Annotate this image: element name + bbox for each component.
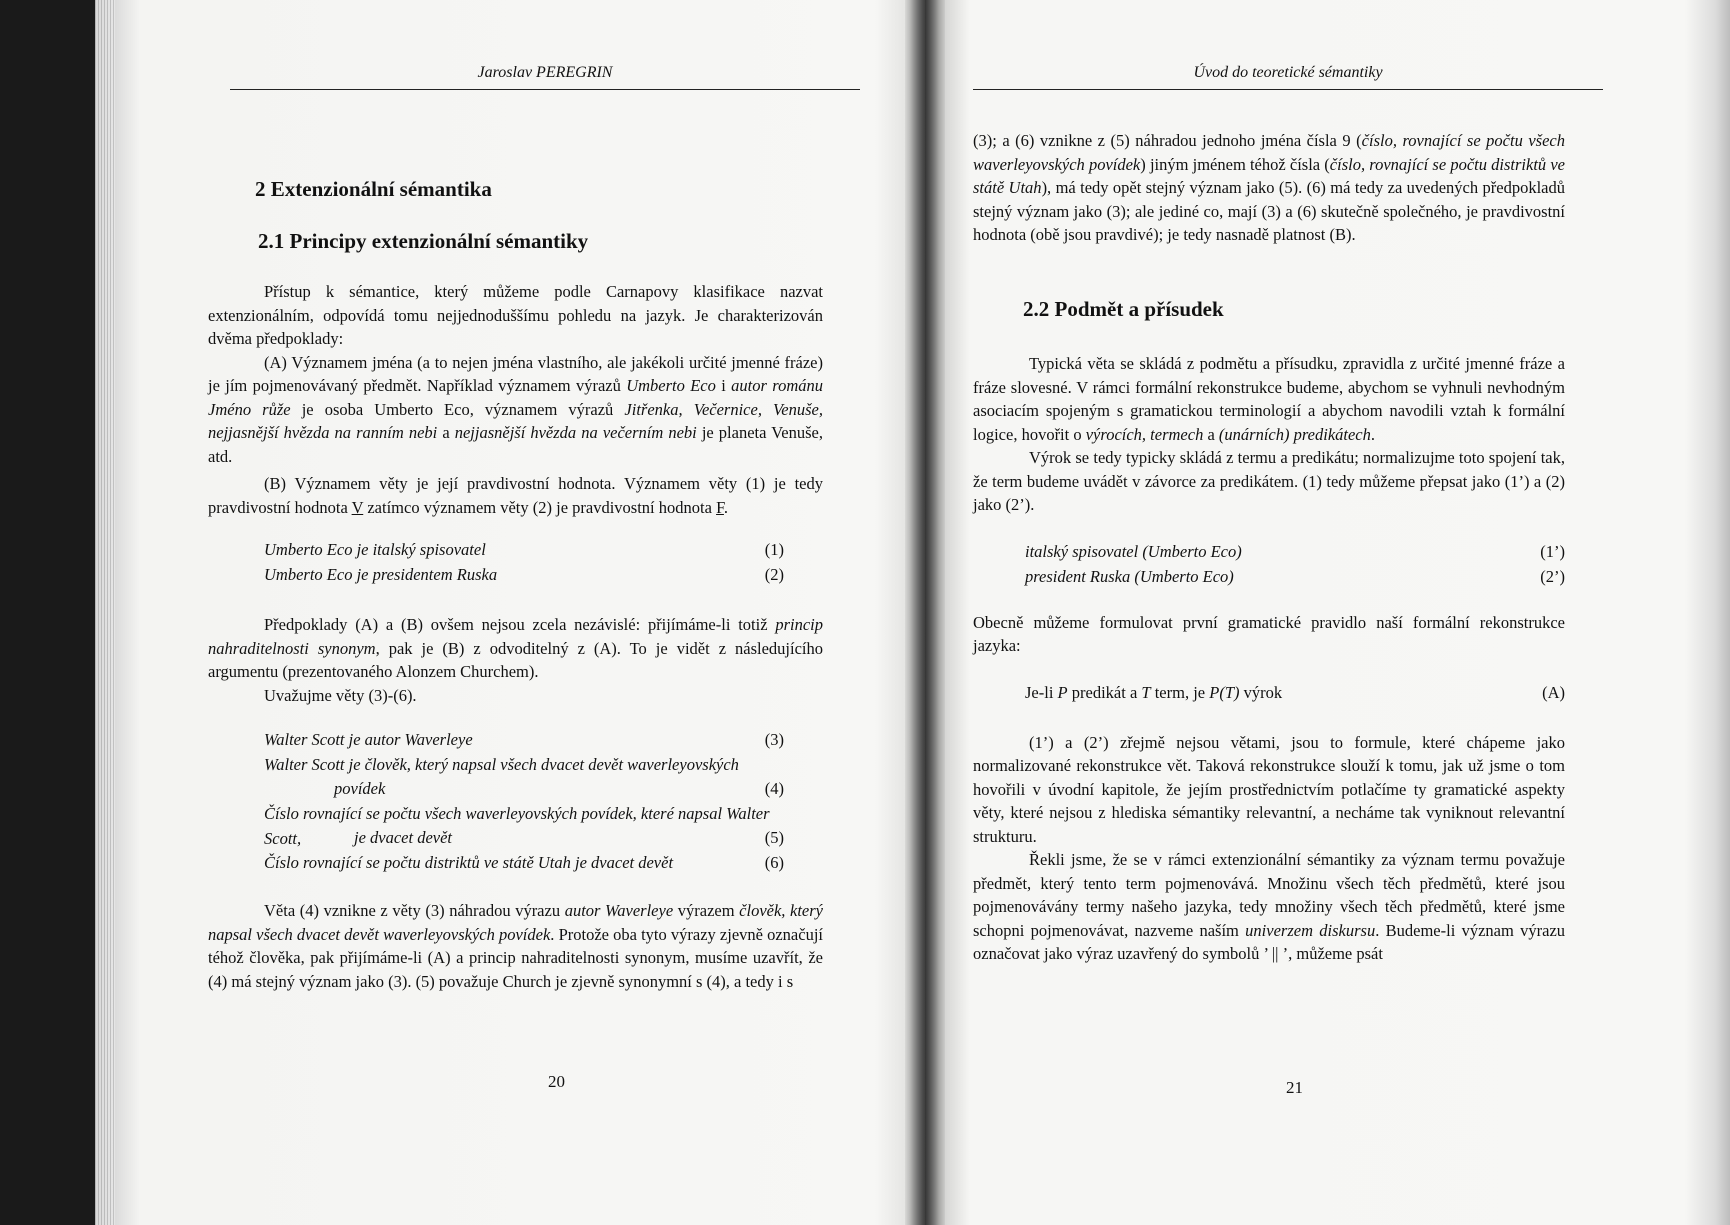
paragraph: (3); a (6) vznikne z (5) náhradou jednoho jména čísla 9 (číslo, rovnající se počtu všech waverleyovských povídek) jiným jménem téhož čísla (číslo, rovnající se počtu distriktů ve státě Utah), má tedy opět stejný význam jako (5). (6) má tedy za uvedených předpokladů stejný význam jako (3); ale jediné co, mají (3) a (6) skutečně společného, je pravdivostní hodnota (obě jsou pravdivé); je tedy nasnadě platnost (B). (973, 131, 1566, 244)
right-page (925, 0, 1730, 1225)
paragraph: Řekli jsme, že se v rámci extenzionální sémantiky za význam termu považuje předmět, který tento term pojmenovává. Množinu všech těch předmětů, které jsou pojmenovávány termy našeho jazyka, tedy množiny všech těch předmětů, které jsme schopni pojmenovávat, nazveme naším univerzem diskursu. Budeme-li význam výrazu označovat jako výraz uzavřený do symbolů ’ || ’, můžeme psát (973, 850, 1566, 963)
paragraph-assumption-a: (A) Významem jména (a to nejen jména vlastního, ale jakékoli určité jmenné fráze) je jím pojmenovávaný předmět. Například významem výrazů Umberto Eco i autor románu Jméno růže je osoba Umberto Eco, významem výrazů Jitřenka, Večernice, Venuše, nejjasnější hvězda na ranním nebi a nejjasnější hvězda na večerním nebi je planeta Venuše, atd. (208, 352, 823, 466)
running-head-left: Jaroslav PEREGRIN (477, 64, 613, 81)
page-number-right: 21 (1286, 1078, 1303, 1097)
example-2-prime: president Ruska (Umberto Eco) (2’) (1025, 566, 1565, 586)
grammar-rule-a: Je-li P predikát a T term, je P(T) výrok (A) (1025, 682, 1565, 702)
page-edges (95, 0, 115, 1225)
subsection-heading-2-2: 2.2 Podmět a přísudek (1023, 297, 1224, 321)
left-page (95, 0, 925, 1225)
example-5-continued: je dvacet devět (5) (354, 828, 784, 847)
paragraph: Uvažujme věty (3)-(6). (264, 685, 417, 705)
section-heading: 2 Extenzionální sémantika (255, 177, 492, 201)
gutter-shadow (905, 0, 945, 1225)
paragraph: Předpoklady (A) a (B) ovšem nejsou zcela nezávislé: přijímáme-li totiž princip nahraditelnosti synonym, pak je (B) z odvoditelný z (A). To je vidět z následujícího argumentu (prezentovaného Alonzem Churchem). (208, 615, 823, 681)
example-1: Umberto Eco je italský spisovatel (1) (264, 540, 784, 559)
paragraph-assumption-b: (B) Významem věty je její pravdivostní hodnota. Významem věty (1) je tedy pravdivostní hodnota V zatímco významem věty (2) je pravdivostní hodnota F. (208, 474, 823, 517)
paragraph: Typická věta se skládá z podmětu a přísudku, zpravidla z určité jmenné fráze a fráze slovesné. V rámci formální rekonstrukce budeme, abychom se vyhnuli nevhodným asociacím spojeným s gramatickou terminologií a abychom navodili vztah k formální logice, hovořit o výrocích, termech a (unárních) predikátech. (973, 354, 1565, 444)
example-1-prime: italský spisovatel (Umberto Eco) (1’) (1025, 541, 1565, 561)
right-body-top (973, 129, 1565, 247)
example-6: Číslo rovnající se počtu distriktů ve státě Utah je dvacet devět (6) (264, 853, 784, 872)
header-rule-right (973, 89, 1603, 90)
right-body (973, 352, 1565, 966)
paragraph: Výrok se tedy typicky skládá z termu a predikátu; normalizujme toto spojení tak, že term budeme uvádět v závorce za predikátem. (1) tedy můžeme přepsat jako (1’) a (2) jako (2’). (973, 448, 1565, 514)
left-body (208, 280, 823, 993)
example-4-continued: povídek (4) (334, 779, 784, 798)
paragraph: Přístup k sémantice, který můžeme podle Carnapovy klasifikace nazvat extenzionálním, odpovídá tomu nejjednoduššímu pohledu na jazyk. Je charakterizován dvěma předpoklady: (208, 282, 823, 348)
example-3: Walter Scott je autor Waverleye (3) (264, 730, 784, 749)
example-2: Umberto Eco je presidentem Ruska (2) (264, 565, 784, 584)
page-number-left: 20 (548, 1072, 565, 1091)
paragraph: Věta (4) vznikne z věty (3) náhradou výrazu autor Waverleye výrazem člověk, který napsal všech dvacet devět waverleyovských povídek. Protože oba tyto výrazy zjevně označují téhož člověka, pak přijímáme-li (A) a princip nahraditelnosti synonym, musíme uzavřít, že (4) má stejný význam jako (3). (5) považuje Church je zjevně synonymní s (4), a tedy i s (208, 901, 824, 991)
header-rule-left (230, 89, 860, 90)
subsection-heading-2-1: 2.1 Principy extenzionální sémantiky (258, 229, 589, 253)
paragraph: (1’) a (2’) zřejmě nejsou větami, jsou to formule, které chápeme jako normalizované rekonstrukce vět. Taková rekonstrukce slouží k tomu, jak už jsme o tom hovořili v úvodní kapitole, že jejím prostřednictvím potlačíme ty gramatické aspekty věty, které nejsou z hlediska sémantiky relevantní, a necháme tak vyniknout relevantní strukturu. (973, 732, 1565, 846)
running-head-right: Úvod do teoretické sémantiky (1193, 64, 1383, 81)
example-5: Číslo rovnající se počtu všech waverleyovských povídek, které napsal Walter Scott, (264, 804, 770, 848)
paragraph: Obecně můžeme formulovat první gramatické pravidlo naší formální rekonstrukce jazyka: (973, 612, 1565, 655)
example-4: Walter Scott je člověk, který napsal všech dvacet devět waverleyovských (264, 755, 739, 774)
